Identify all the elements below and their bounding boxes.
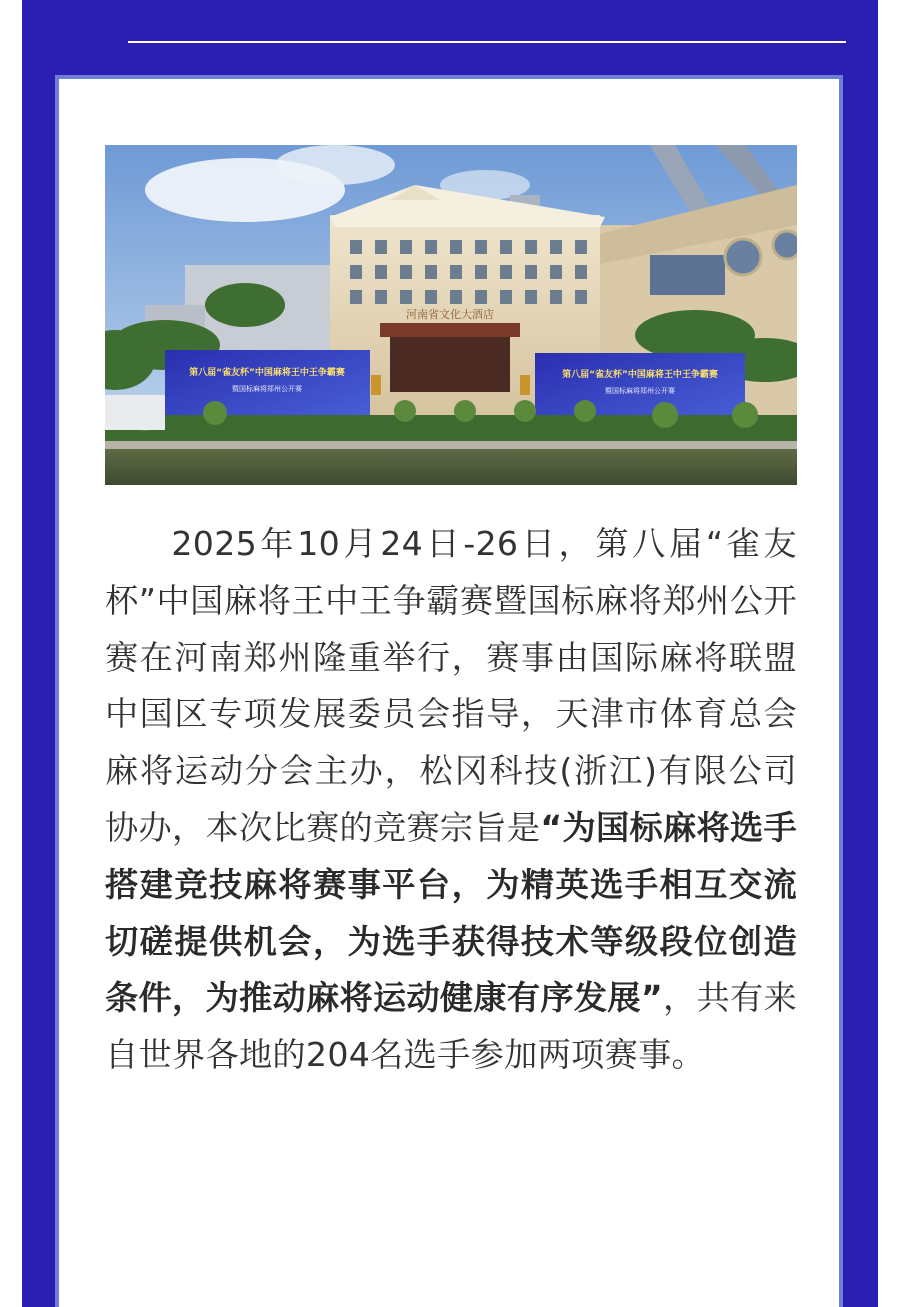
lion-statue — [520, 375, 530, 395]
venue-photo — [105, 145, 797, 485]
building-sign: 河南省文化大酒店 — [406, 308, 494, 321]
pool-edge — [105, 441, 797, 449]
pond — [105, 449, 797, 485]
entrance-canopy — [380, 323, 520, 337]
top-divider-line — [128, 41, 846, 43]
entrance — [390, 337, 510, 392]
article-intro: 2025年10月24日-26日，第八届“雀友杯”中国麻将王中王争霸赛暨国标麻将郑州公开赛在河南郑州隆重举行，赛事由国际麻将联盟中国区专项发展委员会指导，天津市体育总会麻将运动分会主办，松冈科技(浙江)有限公司协办，本次比赛的竞赛宗旨是 — [105, 524, 797, 847]
round-window — [773, 231, 797, 259]
event-article — [105, 516, 797, 1084]
white-car — [105, 395, 165, 430]
banner-left-subtitle: 暨国标麻将郑州公开赛 — [232, 385, 302, 393]
round-window — [725, 239, 761, 275]
banner-left-title: 第八届“雀友杯”中国麻将王中王争霸赛 — [189, 368, 345, 378]
cloud — [275, 145, 395, 185]
article-outro: ，共有来自世界各地的204名选手参加两项赛事。 — [105, 978, 797, 1075]
lion-statue — [371, 375, 381, 395]
annex-window — [650, 255, 725, 295]
banner-right-title: 第八届“雀友杯”中国麻将王中王争霸赛 — [562, 370, 718, 380]
article-purpose: “为国标麻将选手搭建竞技麻将赛事平台，为精英选手相互交流切磋提供机会，为选手获得技术等级段位创造条件，为推动麻将运动健康有序发展” — [105, 807, 797, 1018]
banner-right-subtitle: 暨国标麻将郑州公开赛 — [605, 387, 675, 395]
